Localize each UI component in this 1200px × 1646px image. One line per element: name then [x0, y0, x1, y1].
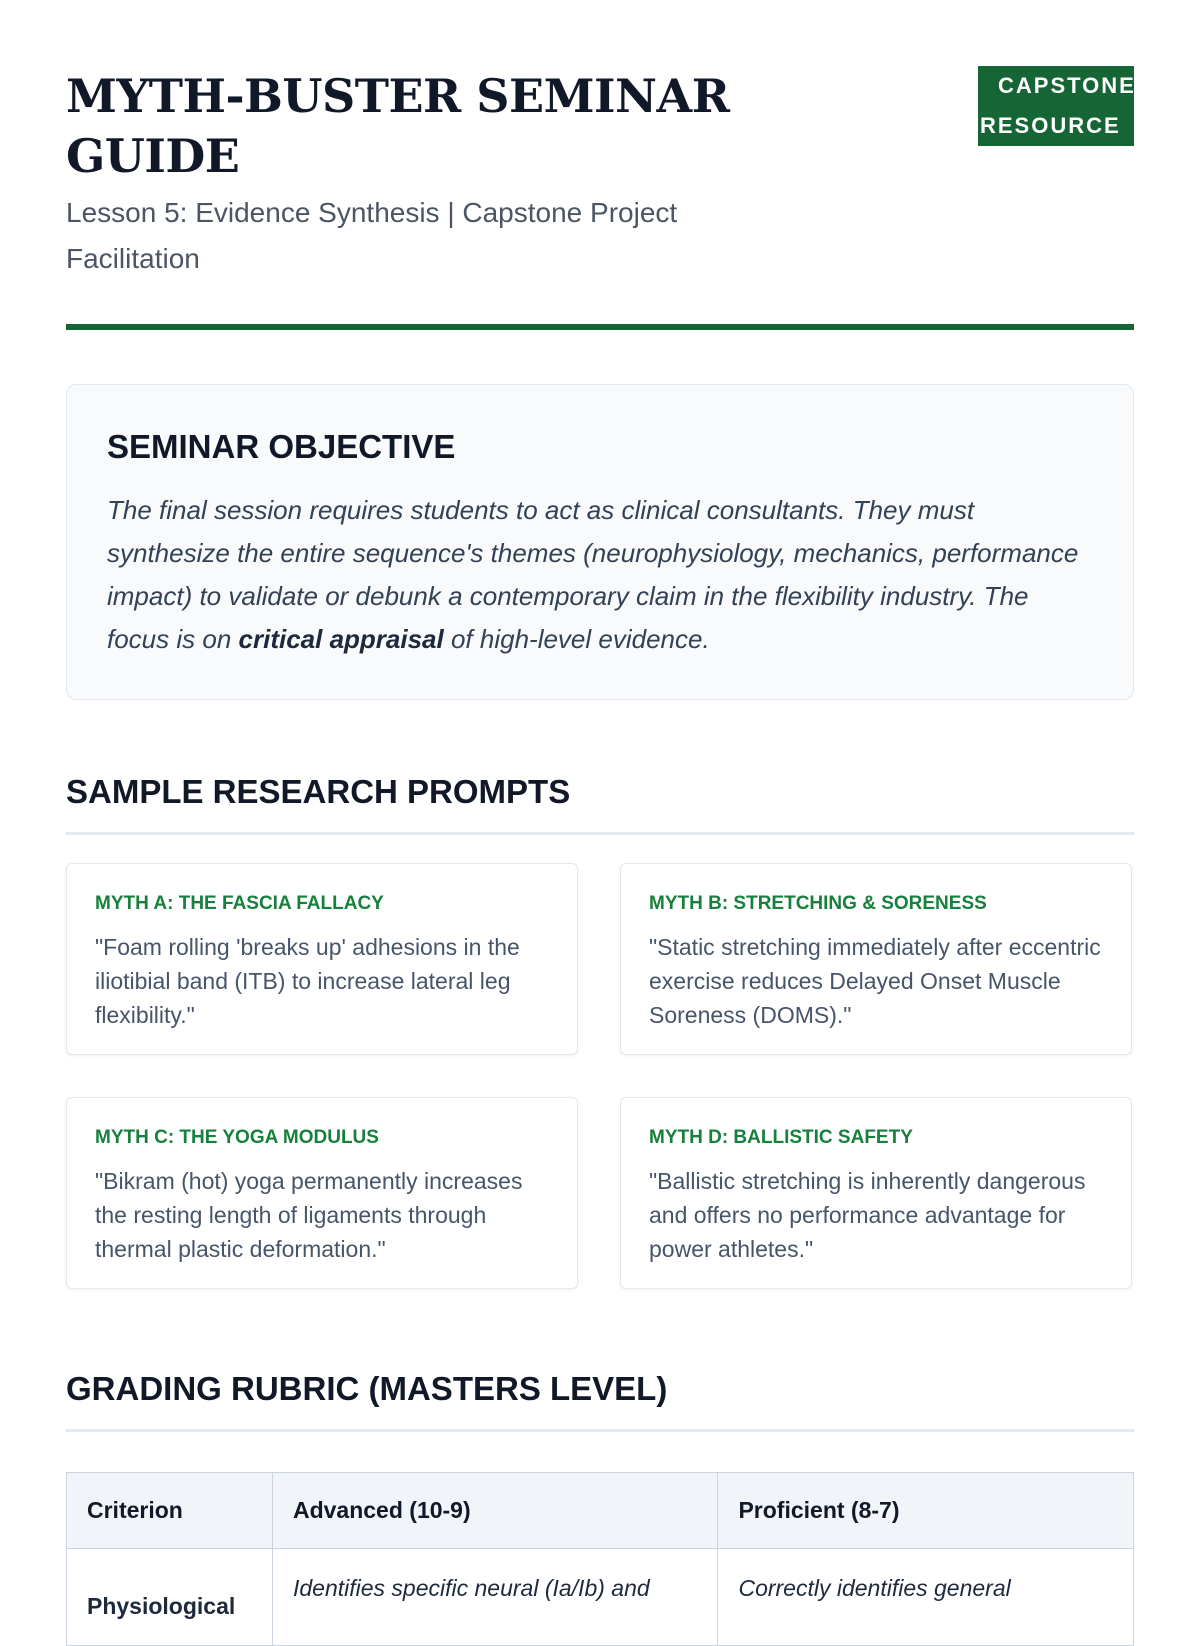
prompt-card-text: "Foam rolling 'breaks up' adhesions in the iliotibial band (ITB) to increase lateral leg flexibility."	[95, 934, 520, 1028]
rubric-table	[66, 1472, 1134, 1646]
prompt-card-title: MYTH C: THE YOGA MODULUS	[95, 1127, 379, 1148]
column-header-criterion: Criterion	[67, 1473, 273, 1549]
objective-box	[66, 384, 1134, 700]
objective-heading: SEMINAR OBJECTIVE	[107, 428, 456, 465]
rubric-heading: GRADING RUBRIC (MASTERS LEVEL)	[66, 1367, 1134, 1432]
badge-line-2: RESOURCE	[980, 113, 1121, 138]
page-subtitle: Lesson 5: Evidence Synthesis | Capstone Project Facilitation	[66, 197, 678, 274]
criterion-cell: Physiological	[67, 1549, 273, 1646]
objective-text-start: The final session requires students to act as clinical consultants. They must synthesize the entire sequence's themes (neurophysiology, mechanics, performance impact) to validate or debunk a contemporary claim in the flexibility industry. The focus is on	[107, 495, 1079, 654]
advanced-cell: Identifies specific neural (Ia/Ib) and	[272, 1549, 717, 1646]
prompt-card-text: "Static stretching immediately after eccentric exercise reduces Delayed Onset Muscle Soreness (DOMS)."	[649, 934, 1101, 1028]
objective-text-end: of high-level evidence.	[443, 624, 710, 654]
proficient-cell: Correctly identifies general	[718, 1549, 1134, 1646]
prompt-card-myth-b	[620, 863, 1132, 1055]
objective-text-emphasis: critical appraisal	[238, 624, 444, 654]
objective-text	[107, 489, 1093, 661]
table-row	[67, 1549, 1134, 1646]
prompt-card-title: MYTH A: THE FASCIA FALLACY	[95, 893, 384, 914]
prompt-card-text: "Bikram (hot) yoga permanently increases the resting length of ligaments through thermal plastic deformation."	[95, 1168, 523, 1262]
column-header-advanced: Advanced (10-9)	[272, 1473, 717, 1549]
column-header-proficient: Proficient (8-7)	[718, 1473, 1134, 1549]
page-title: MYTH-BUSTER SEMINAR GUIDE	[66, 69, 730, 183]
header	[66, 66, 1134, 324]
prompt-card-title: MYTH B: STRETCHING & SORENESS	[649, 893, 987, 914]
badge-line-1: CAPSTONE	[998, 73, 1136, 98]
prompt-card-title: MYTH D: BALLISTIC SAFETY	[649, 1127, 913, 1148]
prompt-card-myth-d	[620, 1097, 1132, 1289]
prompts-heading: SAMPLE RESEARCH PROMPTS	[66, 770, 1134, 835]
rubric-header-row	[67, 1473, 1134, 1549]
prompts-grid	[66, 863, 1134, 1289]
prompt-card-text: "Ballistic stretching is inherently dangerous and offers no performance advantage for power athletes."	[649, 1168, 1086, 1262]
prompt-card-myth-c	[66, 1097, 578, 1289]
prompt-card-myth-a	[66, 863, 578, 1055]
header-divider	[66, 324, 1134, 330]
capstone-resource-badge	[978, 66, 1134, 146]
